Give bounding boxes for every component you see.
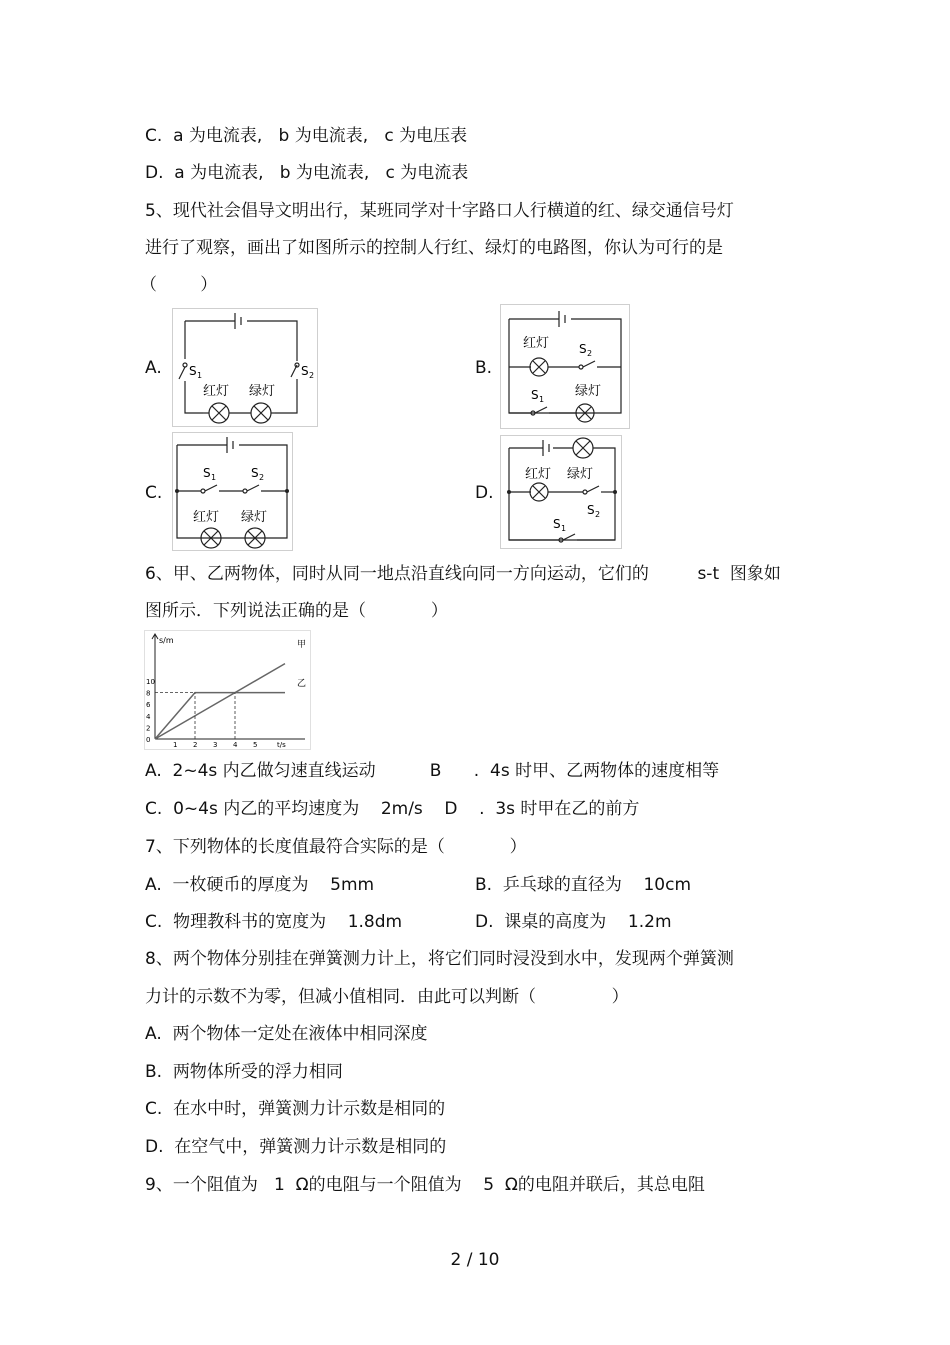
- svg-text:红灯: 红灯: [193, 510, 220, 525]
- svg-text:S: S: [553, 517, 561, 531]
- q4-option-c: C. a 为电流表, b 为电流表, c 为电压表: [145, 126, 468, 146]
- circuit-d-label: D.: [475, 483, 494, 503]
- svg-text:绿灯: 绿灯: [567, 467, 594, 482]
- q8-stem-line2: 力计的示数不为零，但减小值相同．由此可以判断（ ）: [145, 987, 629, 1007]
- svg-text:1: 1: [197, 371, 203, 380]
- y-tick-label: 2: [146, 724, 151, 733]
- q8-option-c: C. 在水中时，弹簧测力计示数是相同的: [145, 1099, 446, 1119]
- circuit-diagram-c: [172, 432, 293, 551]
- svg-text:1: 1: [539, 395, 545, 404]
- circuit-b-label: B.: [475, 358, 493, 378]
- svg-text:S: S: [301, 364, 309, 378]
- q8-option-b: B. 两物体所受的浮力相同: [145, 1062, 343, 1082]
- svg-text:2: 2: [595, 510, 601, 519]
- q5-answer-bracket: （ ）: [140, 275, 218, 295]
- label-jia: 甲: [297, 640, 307, 650]
- svg-text:S: S: [203, 466, 211, 480]
- q8-option-a: A. 两个物体一定处在液体中相同深度: [145, 1024, 428, 1044]
- q6-options-ab: A. 2~4s 内乙做匀速直线运动 B . 4s 时甲、乙两物体的速度相等: [145, 761, 720, 781]
- svg-text:红灯: 红灯: [523, 336, 550, 351]
- svg-text:1: 1: [211, 473, 217, 482]
- series-line-0: [155, 664, 285, 739]
- q7-option-d: D. 课桌的高度为 1.2m: [475, 912, 672, 932]
- q6-stem-line1: 6、甲、乙两物体，同时从同一地点沿直线向同一方向运动，它们的 s-t 图象如: [145, 564, 781, 584]
- q4-option-d: D. a 为电流表, b 为电流表, c 为电流表: [145, 163, 469, 183]
- x-tick-label: 4: [233, 741, 238, 749]
- y-tick-label: 0: [146, 736, 151, 744]
- svg-text:S: S: [579, 342, 587, 356]
- q7-option-c: C. 物理教科书的宽度为 1.8dm: [145, 912, 403, 932]
- q8-option-d: D. 在空气中，弹簧测力计示数是相同的: [145, 1137, 447, 1157]
- y-tick-label: 6: [146, 701, 151, 710]
- series-line-1: [155, 693, 285, 739]
- q7-option-a: A. 一枚硬币的厚度为 5mm: [145, 875, 375, 895]
- svg-text:S: S: [531, 388, 539, 402]
- svg-text:2: 2: [259, 473, 265, 482]
- q5-stem-line2: 进行了观察，画出了如图所示的控制人行红、绿灯的电路图，你认为可行的是: [145, 238, 723, 258]
- q6-options-cd: C. 0~4s 内乙的平均速度为 2m/s D . 3s 时甲在乙的前方: [145, 799, 640, 819]
- svg-text:2: 2: [309, 371, 315, 380]
- q9-stem: 9、一个阻值为 1 Ω的电阻与一个阻值为 5 Ω的电阻并联后，其总电阻: [145, 1175, 705, 1195]
- svg-text:红灯: 红灯: [525, 467, 552, 482]
- svg-text:2: 2: [587, 349, 593, 358]
- circuit-a-label: A.: [145, 358, 162, 378]
- y-tick-label: 4: [146, 712, 151, 721]
- q7-stem: 7、下列物体的长度值最符合实际的是（ ）: [145, 837, 527, 857]
- circuit-diagram-b: [500, 304, 630, 429]
- st-graph: [144, 630, 311, 750]
- circuit-diagram-d: [500, 435, 622, 549]
- x-tick-label: 3: [213, 741, 218, 749]
- svg-text:绿灯: 绿灯: [575, 384, 602, 399]
- x-tick-label: 2: [193, 741, 198, 749]
- circuit-c-label: C.: [145, 483, 163, 503]
- label-yi: 乙: [297, 679, 307, 689]
- y-tick-label: 8: [146, 689, 151, 698]
- svg-text:绿灯: 绿灯: [241, 510, 268, 525]
- svg-text:S: S: [251, 466, 259, 480]
- a-s1: S: [189, 364, 197, 378]
- q7-option-b: B. 乒乓球的直径为 10cm: [475, 875, 692, 895]
- svg-text:S: S: [587, 503, 595, 517]
- q5-stem-line1: 5、现代社会倡导文明出行，某班同学对十字路口人行横道的红、绿交通信号灯: [145, 201, 734, 221]
- q8-stem-line1: 8、两个物体分别挂在弹簧测力计上，将它们同时浸没到水中，发现两个弹簧测: [145, 949, 734, 969]
- x-tick-label: 5: [253, 741, 258, 749]
- graph-ylabel: s/m: [159, 636, 174, 645]
- y-tick-label: 10: [146, 678, 155, 686]
- a-red-label: 红灯: [203, 384, 230, 399]
- q6-stem-line2: 图所示．下列说法正确的是（ ）: [145, 601, 448, 621]
- circuit-diagram-a: [172, 308, 318, 427]
- page-number: 2 / 10: [450, 1250, 500, 1270]
- svg-text:1: 1: [561, 524, 567, 533]
- a-green-label: 绿灯: [249, 384, 276, 399]
- x-tick-label: 1: [173, 741, 178, 749]
- graph-xlabel: t/s: [277, 741, 286, 749]
